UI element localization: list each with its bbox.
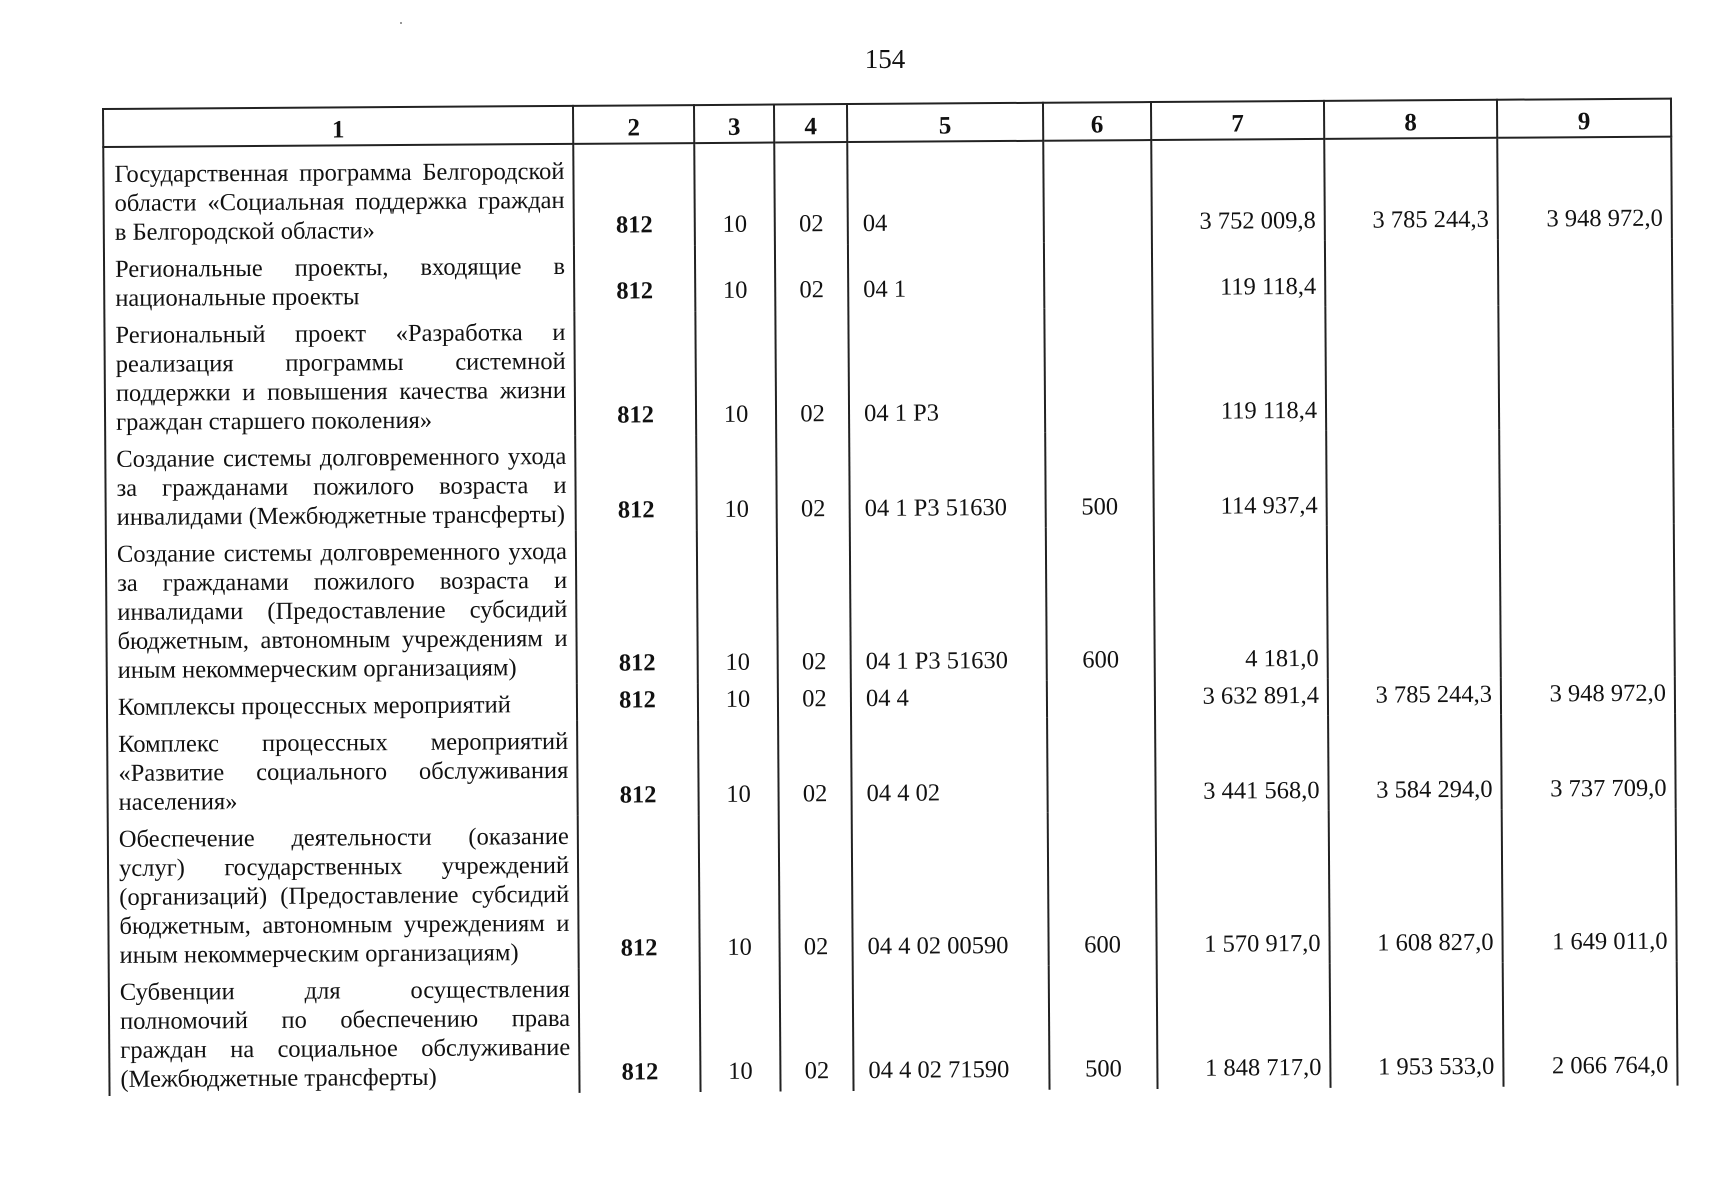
amount-year-1: 1 570 917,0 bbox=[1156, 811, 1330, 965]
grbs-code: 812 bbox=[579, 968, 701, 1093]
target-article-code: 04 1 Р3 51630 bbox=[849, 433, 1046, 529]
grbs-code: 812 bbox=[573, 143, 695, 246]
subsection-code: 02 bbox=[780, 967, 854, 1091]
amount-year-1: 4 181,0 bbox=[1154, 526, 1328, 680]
column-header: 7 bbox=[1151, 101, 1324, 140]
amount-year-3 bbox=[1499, 429, 1674, 525]
grbs-code: 812 bbox=[574, 245, 695, 312]
amount-year-2: 3 785 244,3 bbox=[1328, 678, 1501, 716]
target-article-code: 04 bbox=[847, 141, 1044, 244]
expense-type-code: 500 bbox=[1049, 965, 1158, 1090]
column-header: 1 bbox=[103, 106, 573, 147]
subsection-code: 02 bbox=[779, 814, 853, 967]
amount-year-1: 3 752 009,8 bbox=[1151, 139, 1325, 242]
column-header: 9 bbox=[1497, 99, 1671, 138]
table-row bbox=[104, 239, 1672, 315]
table-row bbox=[107, 714, 1676, 819]
target-article-code: 04 1 Р3 bbox=[848, 309, 1045, 434]
amount-year-3 bbox=[1498, 305, 1673, 430]
subsection-code: 02 bbox=[774, 142, 848, 244]
table-row bbox=[109, 962, 1678, 1096]
section-code: 10 bbox=[695, 245, 775, 312]
column-header: 2 bbox=[573, 105, 694, 144]
expense-name: Создание системы долговременного ухода за гражданами пожилого возраста и инвалидами (Межбюджетные трансферты) bbox=[105, 436, 576, 534]
section-code: 10 bbox=[699, 815, 780, 969]
amount-year-2: 1 953 533,0 bbox=[1330, 963, 1504, 1088]
amount-year-2 bbox=[1325, 306, 1499, 431]
column-header: 5 bbox=[847, 103, 1043, 142]
expense-type-code: 500 bbox=[1045, 432, 1154, 528]
grbs-code: 812 bbox=[577, 683, 698, 721]
grbs-code: 812 bbox=[576, 530, 698, 684]
amount-year-3: 3 737 709,0 bbox=[1501, 714, 1676, 810]
expense-type-code bbox=[1047, 717, 1156, 813]
amount-year-2: 1 608 827,0 bbox=[1329, 810, 1503, 964]
column-header: 3 bbox=[694, 105, 774, 144]
expense-type-code bbox=[1047, 680, 1155, 718]
section-code: 10 bbox=[698, 720, 779, 816]
amount-year-1: 119 118,4 bbox=[1152, 307, 1326, 432]
table-row bbox=[106, 524, 1675, 687]
target-article-code: 04 4 bbox=[851, 681, 1047, 719]
target-article-code: 04 4 02 00590 bbox=[852, 813, 1049, 967]
amount-year-2 bbox=[1325, 240, 1498, 307]
expense-type-code bbox=[1044, 308, 1153, 433]
expense-name: Субвенции для осуществления полномочий по обеспечению права граждан на социальное обслуживание (Межбюджетные трансферты) bbox=[109, 969, 580, 1096]
expense-name: Создание системы долговременного ухода за гражданами пожилого возраста и инвалидами (Предоставление субсидий бюджетным, автономным учреждениям и иным некоммерческим организациям) bbox=[106, 531, 577, 687]
target-article-code: 04 4 02 71590 bbox=[853, 966, 1050, 1091]
page-number: 154 bbox=[864, 44, 906, 74]
grbs-code: 812 bbox=[574, 311, 696, 436]
subsection-code: 02 bbox=[775, 244, 848, 310]
table-row bbox=[104, 305, 1673, 439]
amount-year-1: 119 118,4 bbox=[1152, 241, 1325, 308]
budget-sheet bbox=[102, 98, 1677, 1148]
expense-name: Обеспечение деятельности (оказание услуг) государственных учреждений (организаций) (Предоставление субсидий бюджетным, автономным учреждениям и иным некоммерческим организациям) bbox=[108, 816, 579, 972]
amount-year-1: 114 937,4 bbox=[1153, 431, 1327, 527]
section-code: 10 bbox=[698, 683, 778, 721]
table-row bbox=[108, 809, 1677, 972]
column-header: 8 bbox=[1324, 100, 1497, 139]
subsection-code: 02 bbox=[778, 682, 851, 719]
column-header: 4 bbox=[774, 104, 847, 142]
grbs-code: 812 bbox=[575, 435, 697, 531]
table-row bbox=[105, 429, 1674, 534]
subsection-code: 02 bbox=[777, 529, 851, 682]
section-code: 10 bbox=[696, 435, 777, 531]
expense-type-code: 600 bbox=[1048, 812, 1157, 966]
amount-year-3: 3 948 972,0 bbox=[1497, 137, 1672, 240]
subsection-code: 02 bbox=[778, 719, 852, 814]
amount-year-2: 3 785 244,3 bbox=[1324, 138, 1498, 241]
amount-year-2: 3 584 294,0 bbox=[1328, 715, 1502, 811]
section-code: 10 bbox=[700, 968, 781, 1093]
expense-type-code: 600 bbox=[1046, 527, 1155, 681]
amount-year-3: 3 948 972,0 bbox=[1501, 677, 1675, 715]
section-code: 10 bbox=[694, 143, 775, 246]
amount-year-3: 2 066 764,0 bbox=[1503, 962, 1678, 1087]
amount-year-2 bbox=[1326, 430, 1500, 526]
section-code: 10 bbox=[695, 311, 776, 436]
amount-year-2 bbox=[1327, 525, 1501, 679]
grbs-code: 812 bbox=[578, 815, 700, 969]
section-code: 10 bbox=[697, 530, 778, 684]
expense-name: Комплексы процессных мероприятий bbox=[107, 684, 577, 724]
amount-year-3 bbox=[1498, 239, 1672, 306]
scan-speck bbox=[400, 22, 402, 24]
amount-year-1: 3 632 891,4 bbox=[1155, 679, 1328, 717]
subsection-code: 02 bbox=[776, 434, 850, 529]
target-article-code: 04 1 bbox=[848, 243, 1044, 310]
grbs-code: 812 bbox=[577, 720, 699, 816]
expense-name: Региональные проекты, входящие в национальные проекты bbox=[104, 246, 574, 315]
amount-year-3: 1 649 011,0 bbox=[1502, 809, 1677, 963]
column-header: 6 bbox=[1043, 102, 1151, 141]
amount-year-3 bbox=[1500, 524, 1675, 678]
expense-type-code bbox=[1044, 242, 1152, 309]
expense-name: Комплекс процессных мероприятий «Развитие социального обслуживания населения» bbox=[107, 721, 578, 819]
expense-type-code bbox=[1043, 140, 1152, 243]
table-row bbox=[103, 137, 1672, 249]
expense-name: Государственная программа Белгородской области «Социальная поддержка граждан в Белгородской области» bbox=[103, 144, 574, 249]
subsection-code: 02 bbox=[775, 310, 849, 434]
amount-year-1: 3 441 568,0 bbox=[1155, 716, 1329, 812]
expense-name: Региональный проект «Разработка и реализация программы системной поддержки и повышения качества жизни граждан старшего поколения» bbox=[104, 312, 575, 439]
target-article-code: 04 1 Р3 51630 bbox=[850, 528, 1047, 682]
amount-year-1: 1 848 717,0 bbox=[1157, 964, 1331, 1089]
budget-table bbox=[102, 98, 1679, 1096]
target-article-code: 04 4 02 bbox=[851, 718, 1048, 814]
